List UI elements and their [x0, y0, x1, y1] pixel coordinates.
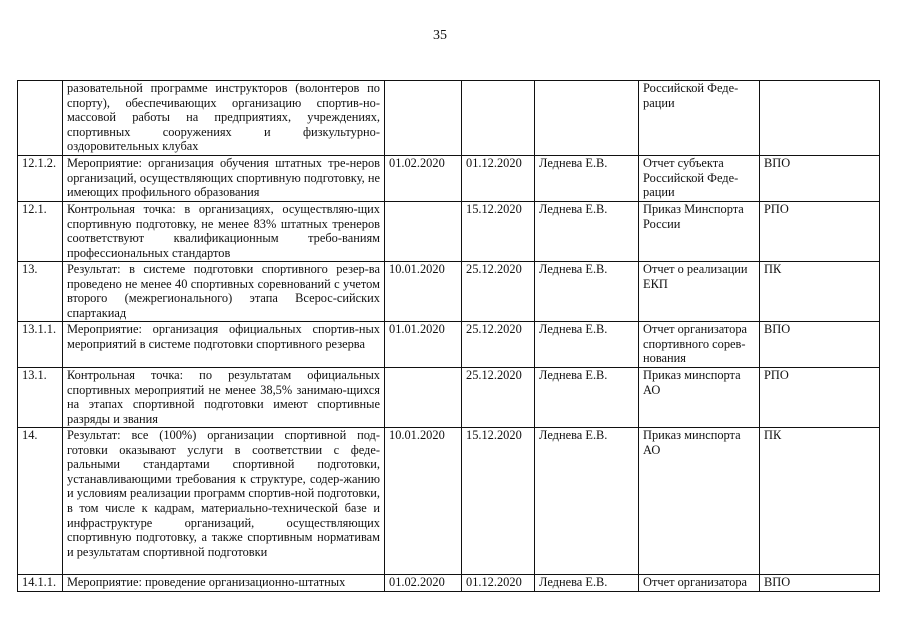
table-row	[18, 262, 880, 322]
row-start-date: 01.02.2020	[385, 156, 462, 202]
row-description: Контрольная точка: по результатам официальных спортивных мероприятий не менее 38,5% занимаю-щихся на этапах спортивной подготовки имеют спортивные разряды и звания	[63, 368, 385, 428]
row-end-date: 25.12.2020	[462, 368, 535, 428]
row-level: ВПО	[760, 156, 880, 202]
row-end-date: 25.12.2020	[462, 322, 535, 368]
row-number: 12.1.2.	[18, 156, 63, 202]
plan-table	[17, 80, 880, 592]
row-responsible: Леднева Е.В.	[535, 368, 639, 428]
page-number: 35	[433, 28, 447, 43]
row-description: разовательной программе инструкторов (волонтеров по спорту), обеспечивающих организацию спортив-но-массовой работы на предприятиях, учреждениях, спортивных сооружениях и физкультурно-оздоровительных клубах	[63, 81, 385, 156]
row-level: РПО	[760, 368, 880, 428]
row-responsible: Леднева Е.В.	[535, 202, 639, 262]
row-number: 13.1.1.	[18, 322, 63, 368]
row-end-date	[462, 81, 535, 156]
row-start-date: 01.02.2020	[385, 575, 462, 592]
row-document: Отчет о реализации ЕКП	[639, 262, 760, 322]
row-responsible	[535, 81, 639, 156]
row-description: Мероприятие: организация официальных спортив-ных мероприятий в системе подготовки спортивного резерва	[63, 322, 385, 368]
row-number: 14.1.1.	[18, 575, 63, 592]
row-document: Отчет субъекта Российской Феде-рации	[639, 156, 760, 202]
row-document: Российской Феде-рации	[639, 81, 760, 156]
row-description: Контрольная точка: в организациях, осуществляю-щих спортивную подготовку, не менее 83% штатных тренеров соответствуют квалификационным требо-ваниям профессиональных стандартов	[63, 202, 385, 262]
row-end-date: 01.12.2020	[462, 575, 535, 592]
row-level: ПК	[760, 262, 880, 322]
row-number: 13.	[18, 262, 63, 322]
table-row	[18, 202, 880, 262]
row-level	[760, 81, 880, 156]
row-start-date: 01.01.2020	[385, 322, 462, 368]
row-level: ВПО	[760, 575, 880, 592]
table-row	[18, 575, 880, 592]
table-row	[18, 428, 880, 575]
row-responsible: Леднева Е.В.	[535, 262, 639, 322]
row-end-date: 15.12.2020	[462, 428, 535, 575]
row-number: 14.	[18, 428, 63, 575]
row-description: Мероприятие: проведение организационно-штатных	[63, 575, 385, 592]
row-number: 12.1.	[18, 202, 63, 262]
table-row	[18, 322, 880, 368]
row-end-date: 15.12.2020	[462, 202, 535, 262]
row-start-date: 10.01.2020	[385, 428, 462, 575]
row-number: 13.1.	[18, 368, 63, 428]
row-level: РПО	[760, 202, 880, 262]
row-description: Результат: все (100%) организации спортивной под-готовки оказывают услуги в соответствии с феде-ральными стандартами спортивной подготовки, устанавливающими требования к структуре, содер-жанию и условиям реализации программ спортив-ной подготовки, в том числе к кадрам, материально-технической базе и инфраструктуре организаций, осуществляющих спортивную подготовку, а также спортивным нормативам и результатам спортивной подготовки	[63, 428, 385, 575]
table-row	[18, 81, 880, 156]
row-description: Результат: в системе подготовки спортивного резер-ва проведено не менее 40 спортивных соревнований с учетом второго (межрегионального) этапа Всерос-сийских спартакиад	[63, 262, 385, 322]
row-document: Приказ минспорта АО	[639, 368, 760, 428]
row-document: Приказ Минспорта России	[639, 202, 760, 262]
table-row	[18, 156, 880, 202]
row-document: Отчет организатора спортивного сорев-нования	[639, 322, 760, 368]
row-responsible: Леднева Е.В.	[535, 322, 639, 368]
row-document: Приказ минспорта АО	[639, 428, 760, 575]
row-level: ВПО	[760, 322, 880, 368]
table-row	[18, 368, 880, 428]
row-start-date: 10.01.2020	[385, 262, 462, 322]
row-start-date	[385, 81, 462, 156]
row-end-date: 25.12.2020	[462, 262, 535, 322]
row-number	[18, 81, 63, 156]
row-responsible: Леднева Е.В.	[535, 156, 639, 202]
row-start-date	[385, 368, 462, 428]
row-document: Отчет организатора	[639, 575, 760, 592]
row-description: Мероприятие: организация обучения штатных тре-неров организаций, осуществляющих спортивную подготовку, не имеющих профильного образования	[63, 156, 385, 202]
row-responsible: Леднева Е.В.	[535, 428, 639, 575]
row-end-date: 01.12.2020	[462, 156, 535, 202]
row-start-date	[385, 202, 462, 262]
row-level: ПК	[760, 428, 880, 575]
row-responsible: Леднева Е.В.	[535, 575, 639, 592]
